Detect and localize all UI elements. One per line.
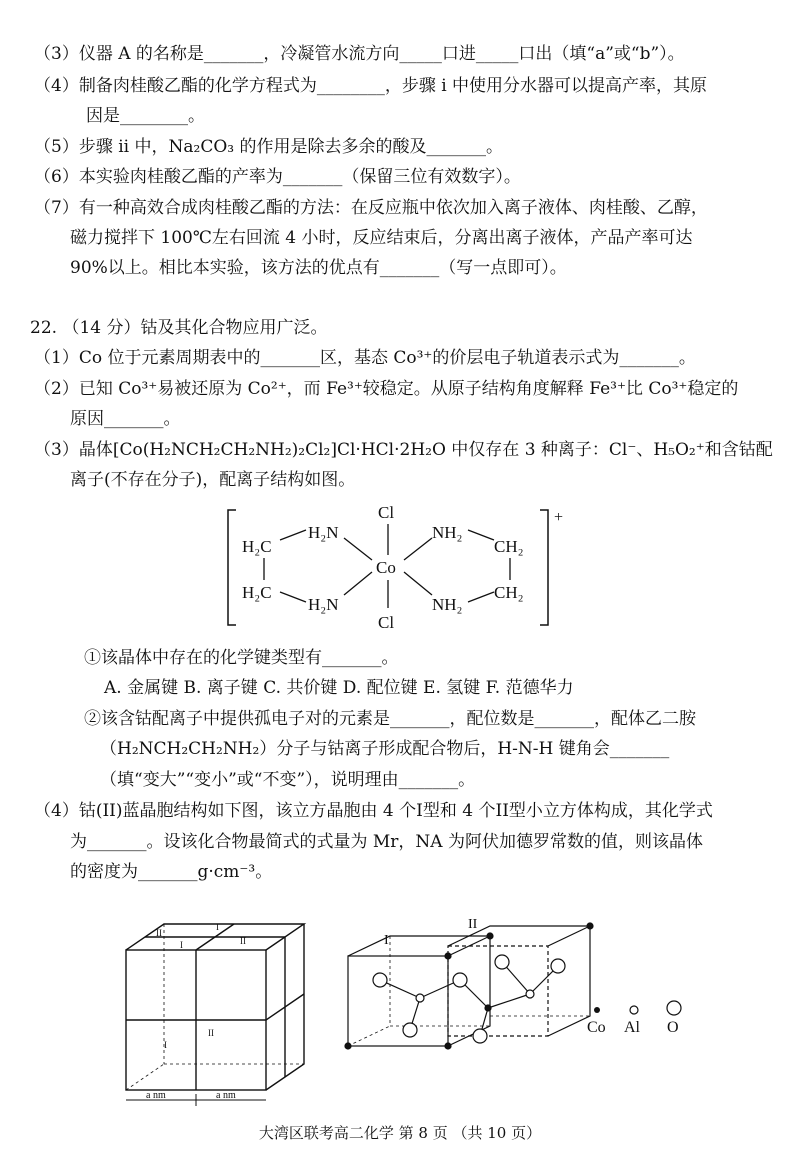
cube-label-6: II bbox=[208, 1028, 214, 1038]
legend-co-marker bbox=[594, 1007, 600, 1013]
options-list: A. 金属键 B. 离子键 C. 共价键 D. 配位键 E. 氢键 F. 范德华力 bbox=[104, 678, 574, 698]
nh2-top: NH₂ bbox=[432, 523, 463, 542]
legend-al-marker bbox=[630, 1006, 638, 1014]
legend-co: Co bbox=[587, 1019, 606, 1036]
cube-label-2: I bbox=[216, 922, 219, 932]
ch2-bottom: CH₂ bbox=[494, 583, 524, 602]
question-22-title: 22. （14 分）钴及其化合物应用广泛。 bbox=[30, 318, 328, 338]
question-22-4-line3: 的密度为_______g·cm⁻³。 bbox=[70, 862, 273, 882]
question-5: （5）步骤 ii 中，Na₂CO₃ 的作用是除去多余的酸及_______。 bbox=[34, 137, 503, 157]
cube-label-1: II bbox=[156, 928, 162, 938]
question-22-2-line1: （2）已知 Co³⁺易被还原为 Co²⁺，而 Fe³⁺较稳定。从原子结构角度解释 Fe³⁺比 Co³⁺稳定的 bbox=[34, 379, 739, 399]
legend-o: O bbox=[667, 1019, 679, 1036]
h2c-bottom: H₂C bbox=[242, 583, 272, 602]
question-22-1: （1）Co 位于元素周期表中的_______区，基态 Co³⁺的价层电子轨道表示式为_______。 bbox=[34, 348, 696, 368]
question-22-3-line2: 离子(不存在分子)，配离子结构如图。 bbox=[70, 470, 356, 490]
question-3: （3）仪器 A 的名称是_______，冷凝管水流方向_____口进_____口出（填“a”或“b”）。 bbox=[34, 44, 685, 64]
h2n-bottom: H₂N bbox=[308, 595, 339, 614]
h2c-top: H₂C bbox=[242, 537, 272, 556]
cl-top: Cl bbox=[378, 503, 395, 522]
sub-question-2-line1: ②该含钴配离子中提供孤电子对的元素是_______，配位数是_______，配体乙二胺 bbox=[84, 709, 696, 729]
charge-plus: + bbox=[554, 509, 564, 526]
complex-ion-structure bbox=[222, 500, 582, 635]
question-7-line2: 磁力搅拌下 100℃左右回流 4 小时，反应结束后，分离出离子液体，产品产率可达 bbox=[70, 228, 693, 248]
ch2-top: CH₂ bbox=[494, 537, 524, 556]
sub-question-2-line2: （H₂NCH₂CH₂NH₂）分子与钴离子形成配合物后，H-N-H 键角会_______ bbox=[100, 739, 670, 759]
cl-bottom: Cl bbox=[378, 613, 395, 632]
legend-al: Al bbox=[624, 1019, 640, 1036]
unit-cell-cube bbox=[126, 924, 304, 1090]
sub-question-1: ①该晶体中存在的化学键类型有_______。 bbox=[84, 648, 399, 668]
legend-o-marker bbox=[667, 1001, 681, 1015]
dimension-label-2: a nm bbox=[216, 1090, 236, 1101]
cube-label-5: I bbox=[164, 1040, 167, 1050]
cube-label-4: II bbox=[240, 936, 246, 946]
question-4-line2: 因是________。 bbox=[86, 106, 205, 126]
cube-type-I-label: I bbox=[384, 933, 389, 948]
co-center: Co bbox=[376, 558, 396, 577]
question-22-4-line1: （4）钴(II)蓝晶胞结构如下图，该立方晶胞由 4 个I型和 4 个II型小立方体构成，其化学式 bbox=[34, 801, 713, 821]
dimension-label-1: a nm bbox=[146, 1090, 166, 1101]
question-7-line1: （7）有一种高效合成肉桂酸乙酯的方法：在反应瓶中依次加入离子液体、肉桂酸、乙醇， bbox=[34, 198, 708, 218]
question-22-2-line2: 原因_______。 bbox=[70, 409, 181, 429]
question-4-line1: （4）制备肉桂酸乙酯的化学方程式为________，步骤 i 中使用分水器可以提高产率，其原 bbox=[34, 76, 708, 96]
nh2-bottom: NH₂ bbox=[432, 595, 463, 614]
cube-type-II-label: II bbox=[468, 917, 478, 932]
question-22-4-line2: 为_______。设该化合物最简式的式量为 Mr，NA 为阿伏加德罗常数的值，则该晶体 bbox=[70, 832, 703, 852]
cube-label-3: I bbox=[180, 940, 183, 950]
question-22-3-line1: （3）晶体[Co(H₂NCH₂CH₂NH₂)₂Cl₂]Cl·HCl·2H₂O 中仅存在 3 种离子：Cl⁻、H₅O₂⁺和含钴配 bbox=[34, 440, 773, 460]
question-7-line3: 90%以上。相比本实验，该方法的优点有_______（写一点即可）。 bbox=[70, 258, 567, 278]
sub-question-2-line3: （填“变大”“变小”或“不变”），说明理由_______。 bbox=[100, 770, 476, 790]
question-6: （6）本实验肉桂酸乙酯的产率为_______（保留三位有效数字）。 bbox=[34, 167, 521, 187]
crystal-structure-figure bbox=[40, 908, 760, 1108]
page-footer: 大湾区联考高二化学 第 8 页 （共 10 页） bbox=[258, 1124, 542, 1142]
h2n-top: H₂N bbox=[308, 523, 339, 542]
